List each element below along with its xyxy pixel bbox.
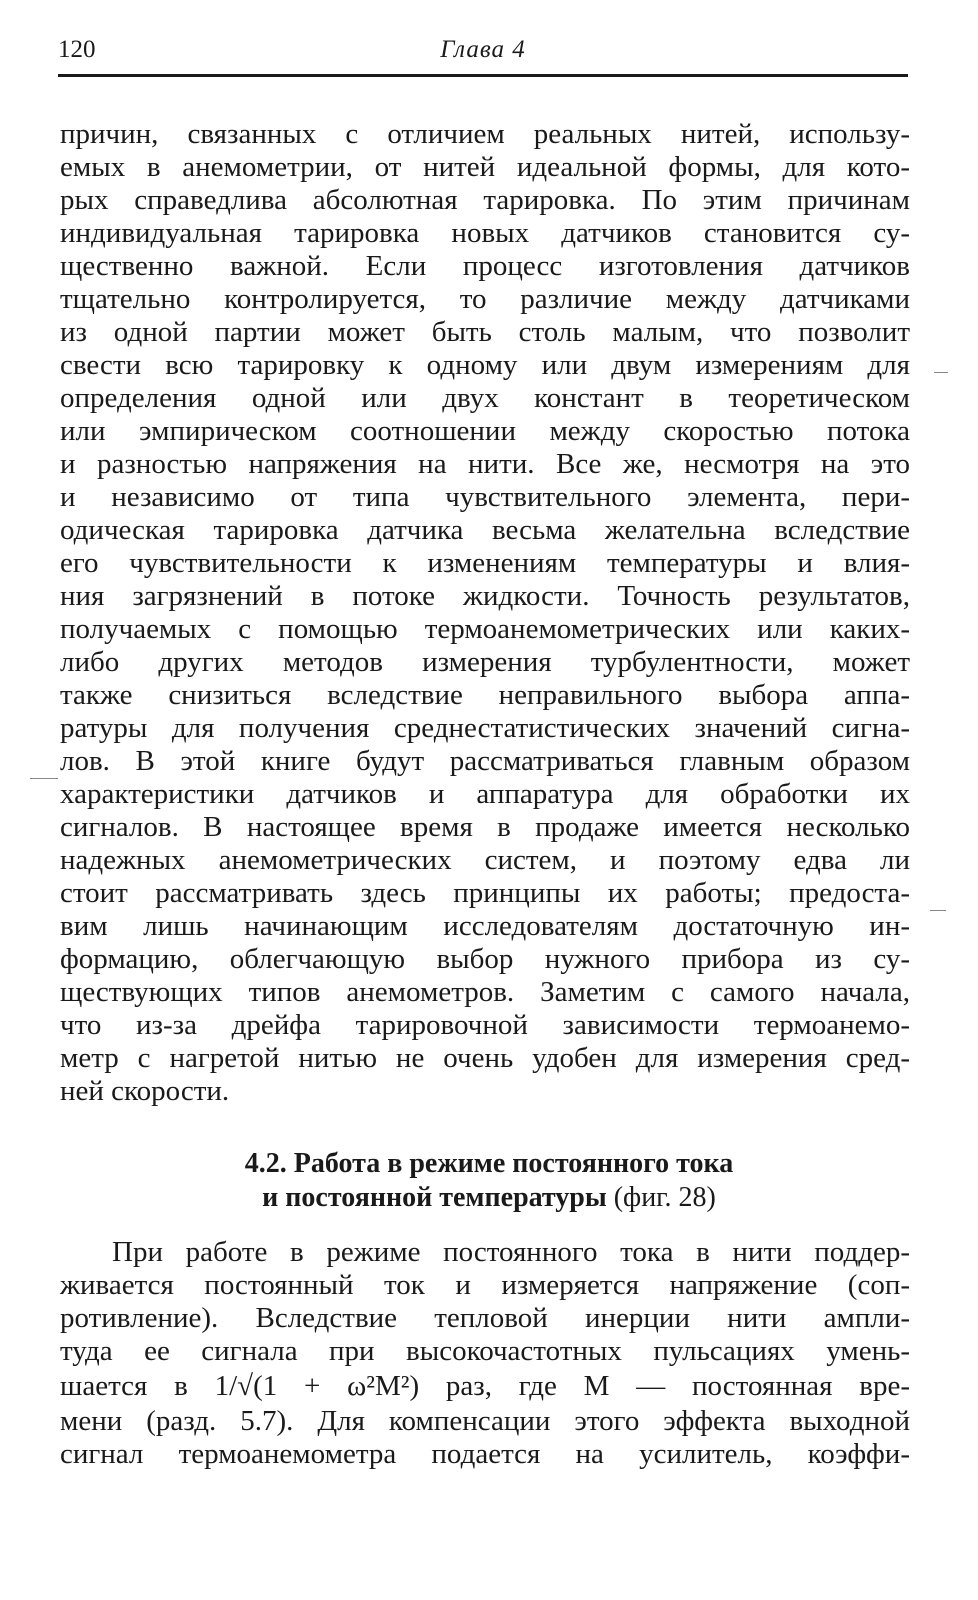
text-line: получаемых с помощью термоанемометрических или каких- [60,613,910,645]
text-line: лов. В этой книге будут рассматриваться главным образом [60,745,910,777]
text-line: метр с нагретой нитью не очень удобен для измерения сред- [60,1042,910,1074]
text-line: и разностью напряжения на нити. Все же, несмотря на это [60,448,910,480]
section-title-bold-1: 4.2. Работа в режиме постоянного тока [244,1148,734,1179]
section-title-line-1 [0,1147,978,1181]
text-line: из одной партии может быть столь малым, что позволит [60,316,910,348]
text-line: свести всю тарировку к одному или двум измерениям для [60,349,910,381]
formula-line: шается в 1/√(1 + ω²M²) раз, где M — постоянная вре- [60,1370,910,1402]
text-line: что из-за дрейфа тарировочной зависимости термоанемо- [60,1009,910,1041]
text-line: формацию, облегчающую выбор нужного прибора из су- [60,943,910,975]
text-line: сигналов. В настоящее время в продаже имеется несколько [60,811,910,843]
running-head: Глава 4 [440,36,526,63]
section-title-line-2 [0,1181,978,1215]
margin-mark [934,372,948,373]
text-line: вим лишь начинающим исследователям достаточную ин- [60,910,910,942]
text-line: ществующих типов анемометров. Заметим с самого начала, [60,976,910,1008]
text-line: емых в анемометрии, от нитей идеальной формы, для кото- [60,151,910,183]
margin-mark [930,910,946,911]
text-line: стоит рассматривать здесь принципы их работы; предоста- [60,877,910,909]
text-line: При работе в режиме постоянного тока в нити поддер- [112,1236,910,1268]
text-line: также снизиться вследствие неправильного выбора аппа- [60,679,910,711]
text-line: ратуры для получения среднестатистических значений сигна- [60,712,910,744]
text-line: туда ее сигнала при высокочастотных пульсациях умень- [60,1335,910,1367]
text-line: живается постоянный ток и измеряется напряжение (соп- [60,1269,910,1301]
text-line: определения одной или двух констант в теоретическом [60,382,910,414]
text-line: щественно важной. Если процесс изготовления датчиков [60,250,910,282]
text-line: ния загрязнений в потоке жидкости. Точность результатов, [60,580,910,612]
text-line: рых справедлива абсолютная тарировка. По этим причинам [60,184,910,216]
page-number: 120 [58,36,96,63]
text-line: его чувствительности к изменениям температуры и влия- [60,547,910,579]
text-line: ротивление). Вследствие тепловой инерции нити ампли- [60,1302,910,1334]
text-line: или эмпирическом соотношении между скоростью потока [60,415,910,447]
text-line: характеристики датчиков и аппаратура для обработки их [60,778,910,810]
text-line: надежных анемометрических систем, и поэтому едва ли [60,844,910,876]
page-header [58,36,908,74]
section-title-bold-2: и постоянной температуры [262,1182,607,1213]
text-line: тщательно контролируется, то различие между датчиками [60,283,910,315]
text-line: ней скорости. [60,1075,230,1107]
header-rule [58,74,908,77]
text-line: причин, связанных с отличием реальных нитей, использу- [60,118,910,150]
text-line: и независимо от типа чувствительного элемента, пери- [60,481,910,513]
text-line: либо других методов измерения турбулентности, может [60,646,910,678]
figure-reference: (фиг. 28) [613,1182,716,1213]
margin-mark [30,778,58,779]
text-line: одическая тарировка датчика весьма желательна вследствие [60,514,910,546]
text-line: сигнал термоанемометра подается на усилитель, коэффи- [60,1438,910,1470]
text-line: индивидуальная тарировка новых датчиков становится су- [60,217,910,249]
text-line: мени (разд. 5.7). Для компенсации этого эффекта выходной [60,1405,910,1437]
